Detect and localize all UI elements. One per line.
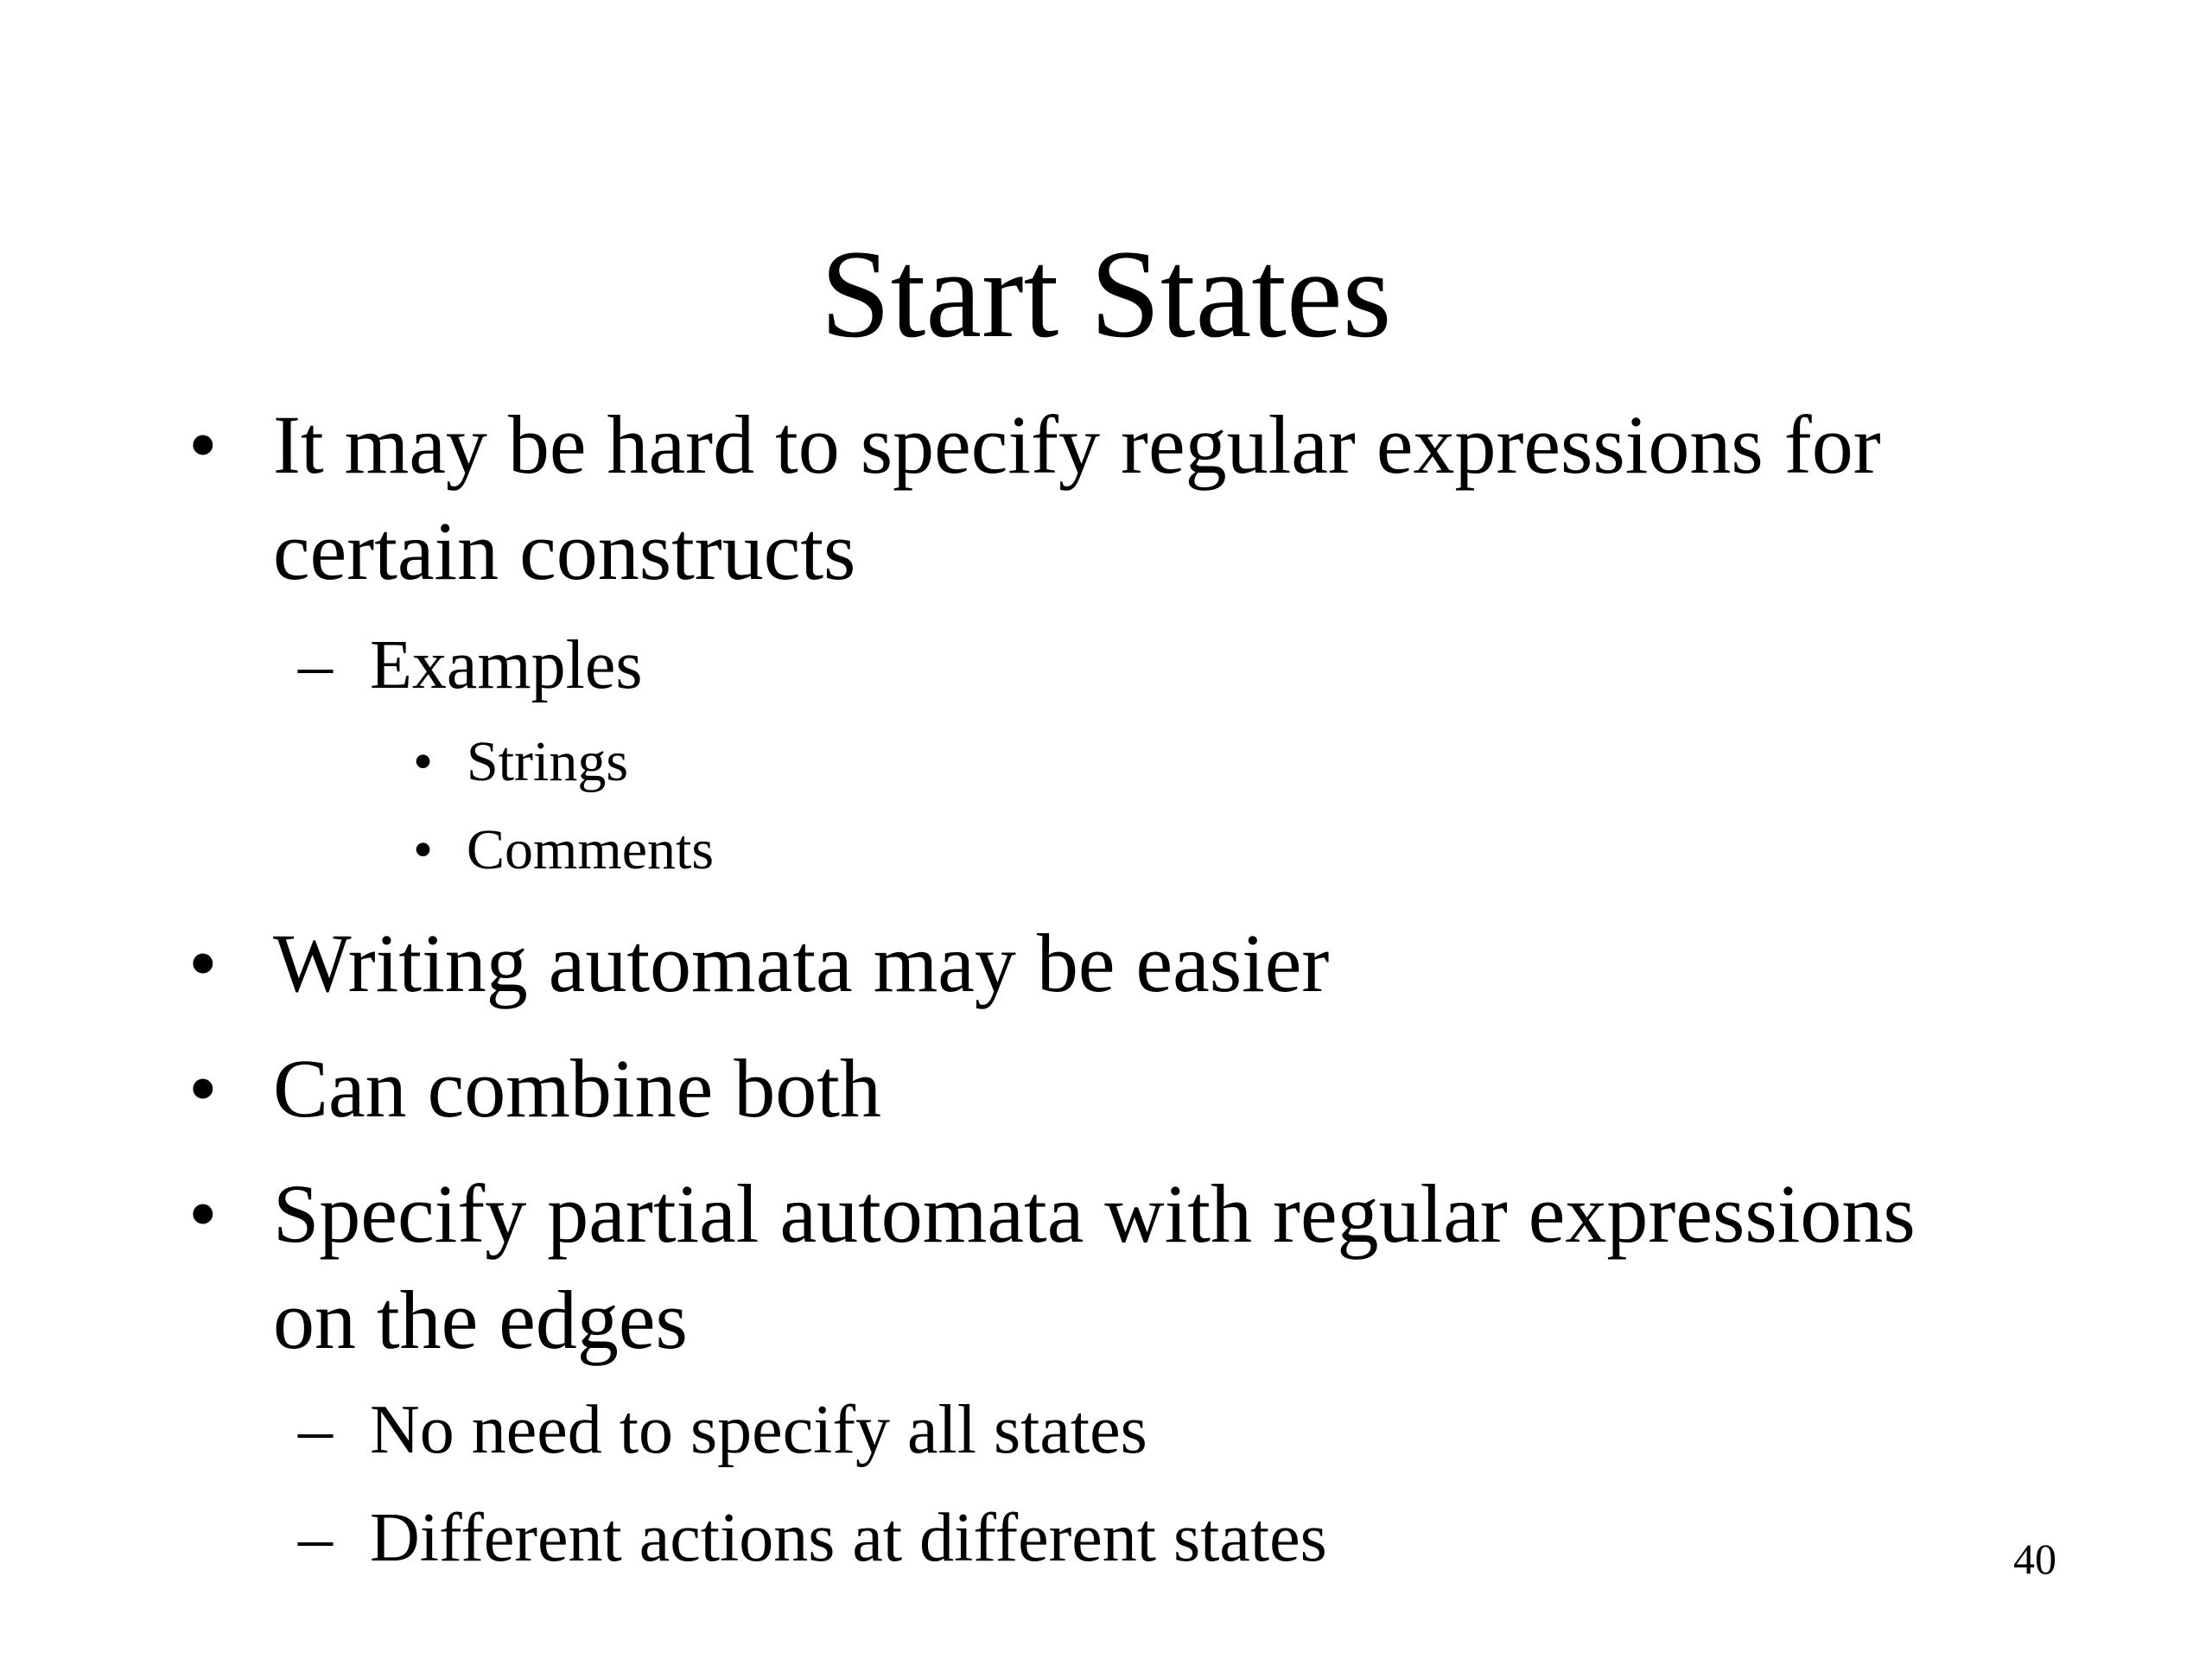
bullet-marker-small: • [413, 730, 434, 793]
sub-item-no-need: No need to specify all states [370, 1392, 1147, 1468]
dash-marker: – [298, 1500, 333, 1576]
dash-marker: – [298, 1392, 333, 1468]
sub-sub-item-strings: Strings [467, 730, 629, 793]
bullet-text-partial-automata: Specify partial automata with regular expressions [273, 1167, 1916, 1260]
bullet-text-hard-to-specify: It may be hard to specify regular expressions for [273, 398, 1881, 491]
bullet-marker-small: • [413, 818, 434, 881]
sub-item-examples: Examples [370, 627, 643, 703]
bullet-text-writing-automata: Writing automata may be easier [273, 917, 1330, 1009]
slide-title: Start States [820, 224, 1392, 364]
sub-item-different-actions: Different actions at different states [370, 1500, 1327, 1576]
bullet-marker: • [188, 917, 218, 1009]
bullet-marker: • [188, 1167, 218, 1260]
bullet-text-certain-constructs: certain constructs [273, 505, 856, 597]
bullet-text-on-the-edges: on the edges [273, 1274, 688, 1366]
bullet-marker: • [188, 1042, 218, 1135]
sub-sub-item-comments: Comments [467, 818, 715, 881]
bullet-text-combine-both: Can combine both [273, 1042, 881, 1135]
dash-marker: – [298, 627, 333, 703]
bullet-marker: • [188, 398, 218, 491]
page-number: 40 [2013, 1535, 2056, 1583]
